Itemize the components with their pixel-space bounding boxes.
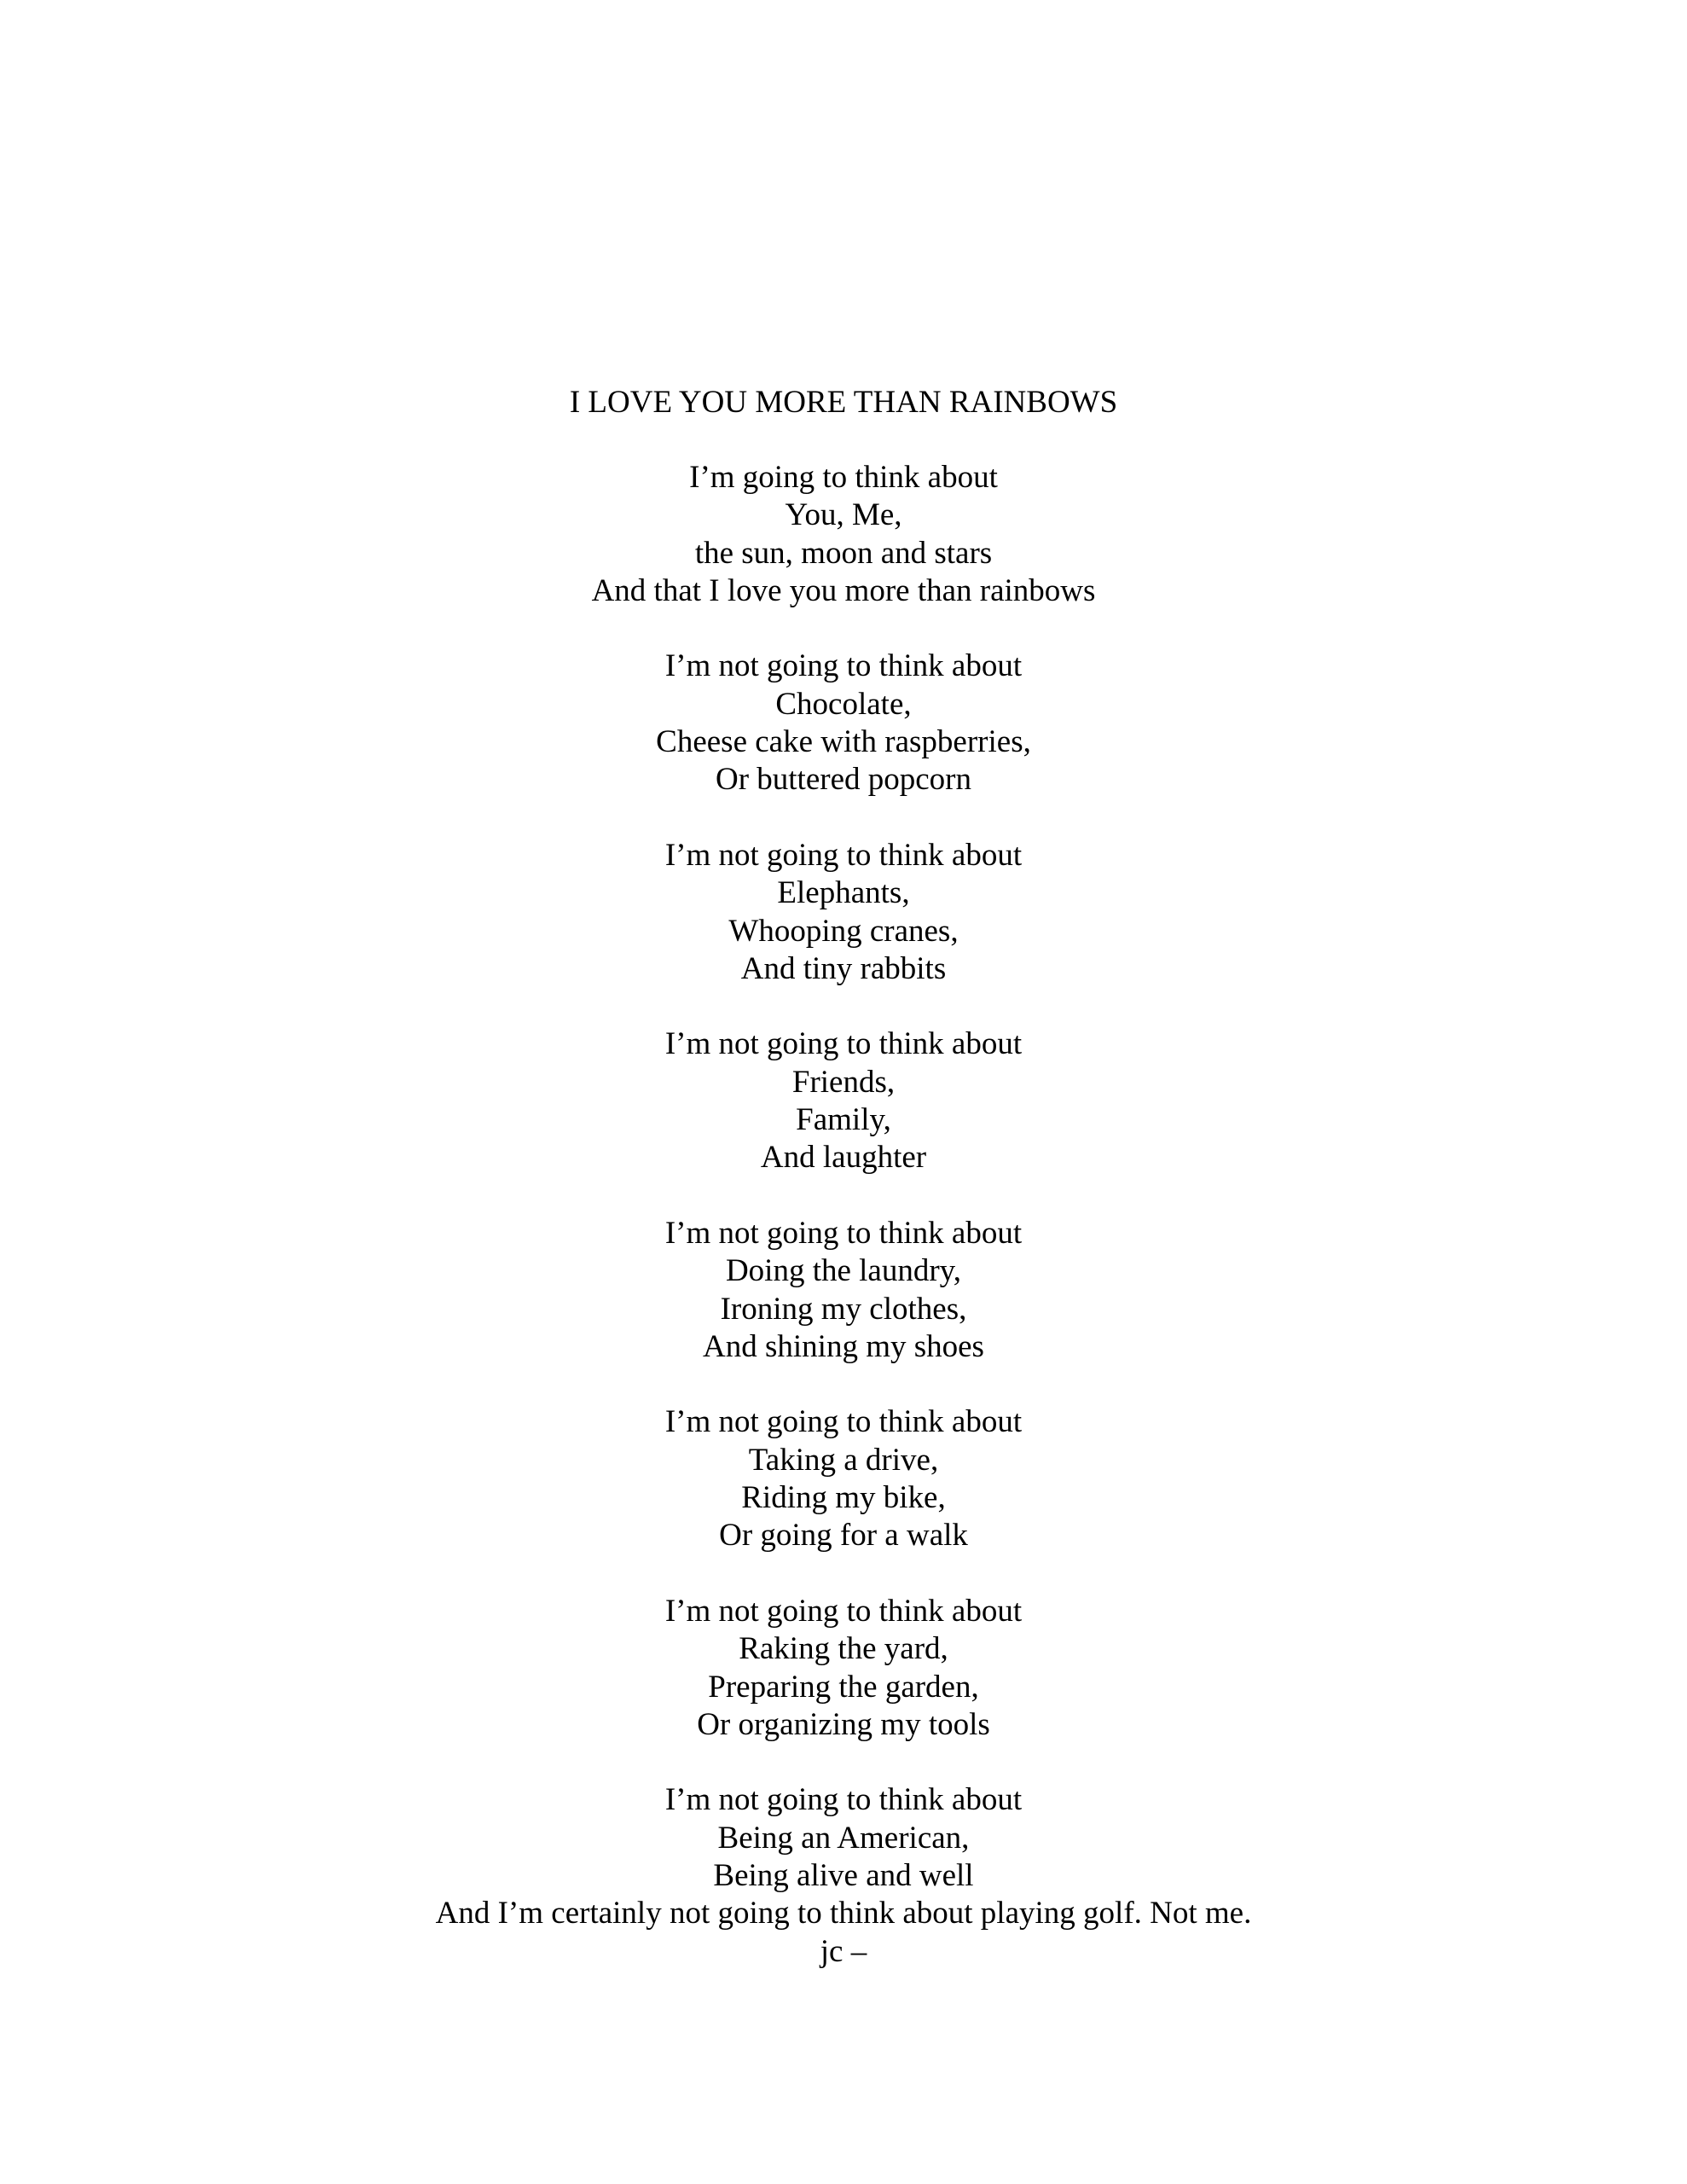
poem-line: And I’m certainly not going to think about playing golf. Not me. <box>435 1896 1252 1931</box>
poem-line: And tiny rabbits <box>740 950 947 986</box>
poem-line: And that I love you more than rainbows <box>591 572 1096 608</box>
stanza-7 <box>0 1593 1687 1744</box>
poem-line: the sun, moon and stars <box>694 535 993 571</box>
stanza-5 <box>0 1215 1687 1366</box>
stanza-8 <box>0 1781 1687 1970</box>
poem-line: And shining my shoes <box>703 1328 984 1364</box>
poem-line: Taking a drive, <box>748 1442 939 1478</box>
poem-line: Riding my bike, <box>741 1480 946 1516</box>
poem-line: Friends, <box>791 1064 896 1100</box>
poem-line: I’m not going to think about <box>664 1782 1023 1818</box>
poem-line: I’m not going to think about <box>664 1026 1023 1062</box>
stanza-4 <box>0 1025 1687 1176</box>
poem-line: Raking the yard, <box>739 1631 948 1667</box>
poem-line: I’m not going to think about <box>664 1215 1023 1251</box>
poem-line: Or going for a walk <box>719 1518 968 1554</box>
poem-line: Family, <box>796 1102 891 1138</box>
poem-line: Chocolate, <box>775 686 912 722</box>
poem-line: Or buttered popcorn <box>715 762 971 798</box>
poem-title: I LOVE YOU MORE THAN RAINBOWS <box>569 385 1118 420</box>
poem-line: I’m not going to think about <box>664 648 1023 684</box>
poem <box>0 384 1687 1971</box>
author-signature: jc – <box>820 1933 867 1969</box>
poem-line: Being an American, <box>717 1820 970 1856</box>
poem-line: Doing the laundry, <box>725 1253 962 1289</box>
stanza-1 <box>0 459 1687 610</box>
poem-line: Cheese cake with raspberries, <box>656 724 1031 760</box>
poem-line: Ironing my clothes, <box>720 1291 967 1327</box>
stanza-3 <box>0 837 1687 988</box>
poem-line: I’m not going to think about <box>664 1593 1023 1629</box>
poem-line: Whooping cranes, <box>728 913 959 949</box>
poem-line: And laughter <box>760 1140 927 1176</box>
poem-line: Or organizing my tools <box>697 1706 990 1742</box>
poem-line: You, Me, <box>785 497 902 533</box>
poem-line: I’m not going to think about <box>664 837 1023 873</box>
stanza-2 <box>0 648 1687 799</box>
poem-line: I’m going to think about <box>689 460 998 495</box>
poem-line: Elephants, <box>777 875 910 911</box>
stanza-6 <box>0 1403 1687 1554</box>
poem-line: I’m not going to think about <box>664 1404 1023 1440</box>
poem-line: Preparing the garden, <box>708 1669 979 1705</box>
poem-line: Being alive and well <box>713 1857 974 1893</box>
